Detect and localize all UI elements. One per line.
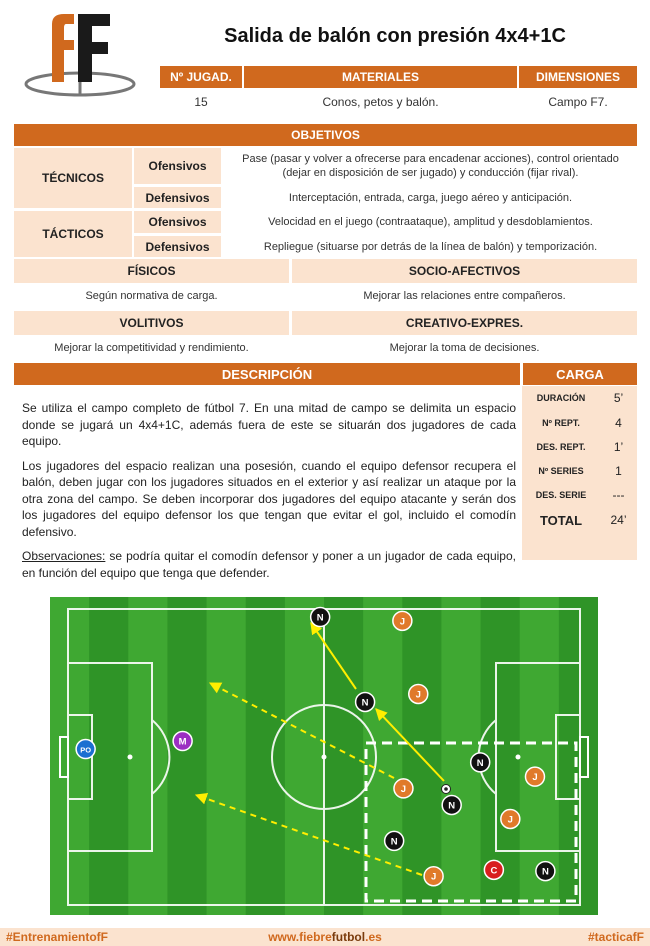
player-label: N: [476, 757, 484, 769]
footer: [0, 928, 650, 946]
player-label: N: [448, 800, 456, 812]
player-label: M: [178, 736, 187, 748]
footer-url-suffix: .es: [365, 930, 382, 944]
jugadores-header: Nº JUGAD.: [160, 66, 242, 88]
carga-label: Nº REPT.: [542, 418, 580, 428]
observaciones-label: Observaciones:: [22, 549, 106, 563]
materiales-value: Conos, petos y balón.: [322, 95, 439, 109]
player-label: J: [532, 772, 538, 784]
carga-header: CARGA: [523, 363, 637, 385]
player-black: [311, 608, 330, 627]
football-field-diagram: [50, 597, 598, 915]
player-black: [536, 862, 555, 881]
fisicos-value: Según normativa de carga.: [85, 290, 218, 302]
dimensiones-value: Campo F7.: [548, 95, 608, 109]
footer-url-prefix: www.fiebre: [268, 930, 332, 944]
fisicos-label: FÍSICOS: [14, 259, 289, 283]
grass-stripe: [89, 597, 129, 915]
tacticos-label: TÁCTICOS: [14, 211, 132, 257]
creativo-expres-value: Mejorar la toma de decisiones.: [389, 342, 540, 354]
jugadores-value: 15: [194, 95, 208, 109]
player-red: [484, 860, 503, 879]
descripcion-header: DESCRIPCIÓN: [14, 363, 520, 385]
carga-row: [522, 413, 637, 433]
grass-stripe: [363, 597, 406, 915]
descripcion-body: [22, 400, 516, 589]
player-black: [356, 692, 375, 711]
carga-value: 1: [615, 464, 622, 478]
page-title: Salida de balón con presión 4x4+1C: [224, 24, 566, 47]
player-label: J: [430, 871, 437, 883]
volitivos-label: VOLITIVOS: [14, 311, 289, 335]
player-black: [442, 795, 461, 814]
grass-stripe: [559, 597, 598, 915]
player-label: N: [390, 836, 398, 848]
player-label: N: [541, 866, 549, 878]
player-orange: [424, 867, 443, 886]
grass-stripe: [207, 597, 247, 915]
volitivos-value: Mejorar la competitividad y rendimiento.: [54, 342, 249, 354]
player-label: J: [507, 814, 513, 826]
grass-stripe: [246, 597, 286, 915]
player-label: J: [400, 783, 407, 795]
carga-total-value: 24’: [610, 513, 627, 527]
tec-ofensivos-text: Pase (pasar y volver a ofrecerse para encadenar acciones), control orientado (dejar en disposición de ser jugado) y conducción (fijar rival).: [242, 153, 619, 179]
player-orange: [394, 779, 413, 798]
tec-defensivos-label: Defensivos: [134, 187, 221, 208]
socio-afectivos-value: Mejorar las relaciones entre compañeros.: [363, 290, 566, 302]
tec-ofensivos-label: Ofensivos: [134, 148, 221, 184]
footer-url-bold: futbol: [331, 930, 366, 944]
carga-total-label: TOTAL: [539, 512, 583, 528]
carga-row: [522, 388, 637, 408]
carga-value: ---: [612, 488, 625, 502]
grass-stripe: [167, 597, 207, 915]
player-black: [471, 753, 490, 772]
carga-value: 1’: [613, 440, 624, 454]
player-blue: [76, 740, 95, 759]
carga-label: DES. REPT.: [536, 442, 586, 452]
observaciones-paragraph: [22, 548, 516, 581]
ball-icon: [442, 785, 451, 794]
carga-row: [522, 461, 637, 481]
player-label: C: [490, 865, 498, 877]
player-label: N: [361, 697, 369, 709]
player-orange: [525, 767, 544, 786]
tac-ofensivos-text: Velocidad en el juego (contraataque), amplitud y desdoblamientos.: [268, 216, 593, 228]
grass-stripe: [128, 597, 168, 915]
grass-stripe: [324, 597, 364, 915]
carga-row: [522, 437, 637, 457]
tac-ofensivos-label: Ofensivos: [134, 211, 221, 233]
footer-hashtag-right: #tacticafF: [587, 930, 644, 944]
player-label: J: [415, 689, 421, 701]
player-orange: [409, 684, 428, 703]
player-label: J: [399, 616, 406, 628]
carga-label: Nº SERIES: [538, 466, 584, 476]
fiebrefutbol-logo: [22, 10, 138, 100]
socio-afectivos-label: SOCIO-AFECTIVOS: [292, 259, 637, 283]
objetivos-header: OBJETIVOS: [14, 124, 637, 146]
carga-value: 4: [615, 416, 622, 430]
tec-defensivos-text: Interceptación, entrada, carga, juego aéreo y anticipación.: [288, 191, 573, 204]
materiales-header: MATERIALES: [244, 66, 517, 88]
player-orange: [501, 809, 520, 828]
carga-table: [522, 386, 637, 560]
carga-total-row: [522, 510, 637, 530]
tac-defensivos-label: Defensivos: [134, 236, 221, 257]
carga-value: 5’: [613, 391, 624, 405]
tac-defensivos-text: Repliegue (situarse por detrás de la línea de balón) y temporización.: [263, 240, 598, 253]
observaciones-text: se podría quitar el comodín defensor y poner a un jugador de cada equipo, en función del equipo que tenga que defender.: [22, 549, 516, 580]
player-orange: [393, 611, 412, 630]
grass-stripe: [285, 597, 325, 915]
player-black: [385, 831, 404, 850]
carga-label: DURACIÓN: [536, 393, 586, 403]
dimensiones-header: DIMENSIONES: [519, 66, 637, 88]
player-purple: [173, 732, 192, 751]
footer-url[interactable]: [0, 930, 650, 944]
descripcion-paragraph-2: Los jugadores del espacio realizan una posesión, cuando el equipo defensor recupera el balón, deben jugar con los jugadores situados en el exterior y así realizar un ataque por la otra zona del campo. Se deben incorporar dos jugadores del equipo atacante y serán dos los jugadores del equipo defensor los que tengan que evitar el gol, incluido el comodín defensivo.: [22, 458, 516, 539]
creativo-expres-label: CREATIVO-EXPRES.: [292, 311, 637, 335]
carga-row: [522, 485, 637, 505]
player-label: PO: [80, 745, 92, 755]
tecnicos-label: TÉCNICOS: [14, 148, 132, 208]
carga-label: DES. SERIE: [535, 490, 587, 500]
footer-hashtag-left: #EntrenamientofF: [6, 930, 109, 944]
descripcion-paragraph-1: Se utiliza el campo completo de fútbol 7. En una mitad de campo se delimita un espacio donde se jugará un 4x4+1C, además fuera de este se situarán dos jugadores de cada equipo.: [22, 401, 516, 448]
player-label: N: [316, 612, 324, 624]
